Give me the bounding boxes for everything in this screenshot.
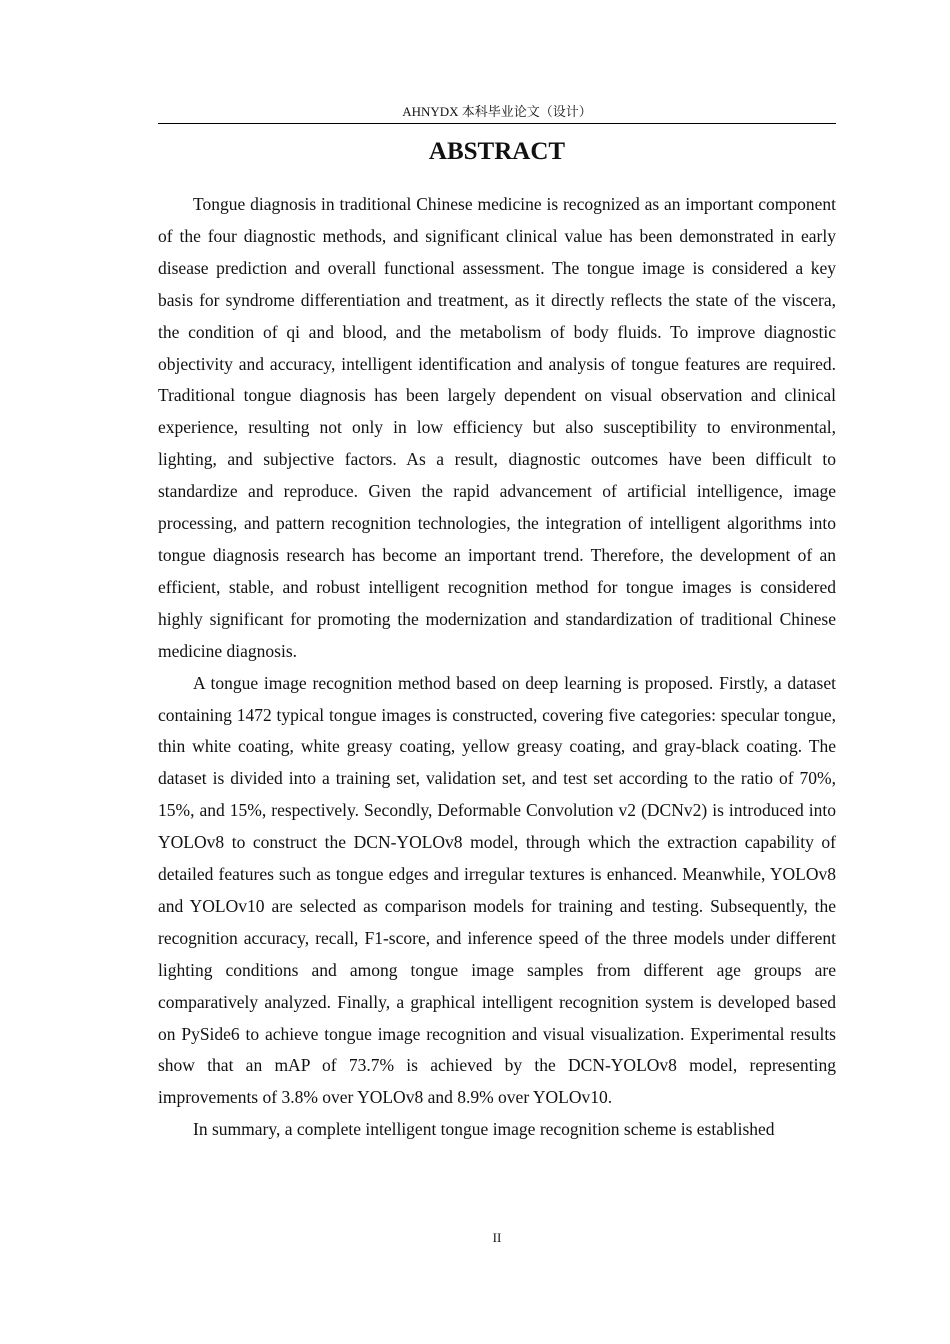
- abstract-body: [158, 189, 836, 1146]
- header-rule: [158, 123, 836, 124]
- paragraph-3: In summary, a complete intelligent tongue image recognition scheme is established: [193, 1119, 775, 1140]
- page-number: II: [492, 1230, 502, 1245]
- paragraph-2: A tongue image recognition method based on deep learning is proposed. Firstly, a dataset containing 1472 typical tongue images is constructed, covering five categories: specular tongue, thin white coating, white greasy coating, yellow greasy coating, and gray-black coating. The dataset is divided into a training set, validation set, and test set according to the ratio of 70%, 15%, and 15%, respectively. Secondly, Deformable Convolution v2 (DCNv2) is introduced into YOLOv8 to construct the DCN-YOLOv8 model, through which the extraction capability of detailed features such as tongue edges and irregular textures is enhanced. Meanwhile, YOLOv8 and YOLOv10 are selected as comparison models for training and testing. Subsequently, the recognition accuracy, recall, F1-score, and inference speed of the three models under different lighting conditions and among tongue image samples from different age groups are comparatively analyzed. Finally, a graphical intelligent recognition system is developed based on PySide6 to achieve tongue image recognition and visual visualization. Experimental results show that an mAP of 73.7% is achieved by the DCN-YOLOv8 model, representing improvements of 3.8% over YOLOv8 and 8.9% over YOLOv10.: [158, 672, 836, 1108]
- paragraph-1: Tongue diagnosis in traditional Chinese medicine is recognized as an important component of the four diagnostic methods, and significant clinical value has been demonstrated in early disease prediction and overall functional assessment. The tongue image is considered a key basis for syndrome differentiation and treatment, as it directly reflects the state of the viscera, the condition of qi and blood, and the metabolism of body fluids. To improve diagnostic objectivity and accuracy, intelligent identification and analysis of tongue features are required. Traditional tongue diagnosis has been largely dependent on visual observation and clinical experience, resulting not only in low efficiency but also susceptibility to environmental, lighting, and subjective factors. As a result, diagnostic outcomes have been difficult to standardize and reproduce. Given the rapid advancement of artificial intelligence, image processing, and pattern recognition technologies, the integration of intelligent algorithms into tongue diagnosis research has become an important trend. Therefore, the development of an efficient, stable, and robust intelligent recognition method for tongue images is considered highly significant for promoting the modernization and standardization of traditional Chinese medicine diagnosis.: [158, 194, 836, 661]
- running-header: AHNYDX 本科毕业论文（设计）: [402, 104, 592, 119]
- abstract-title: ABSTRACT: [428, 138, 566, 165]
